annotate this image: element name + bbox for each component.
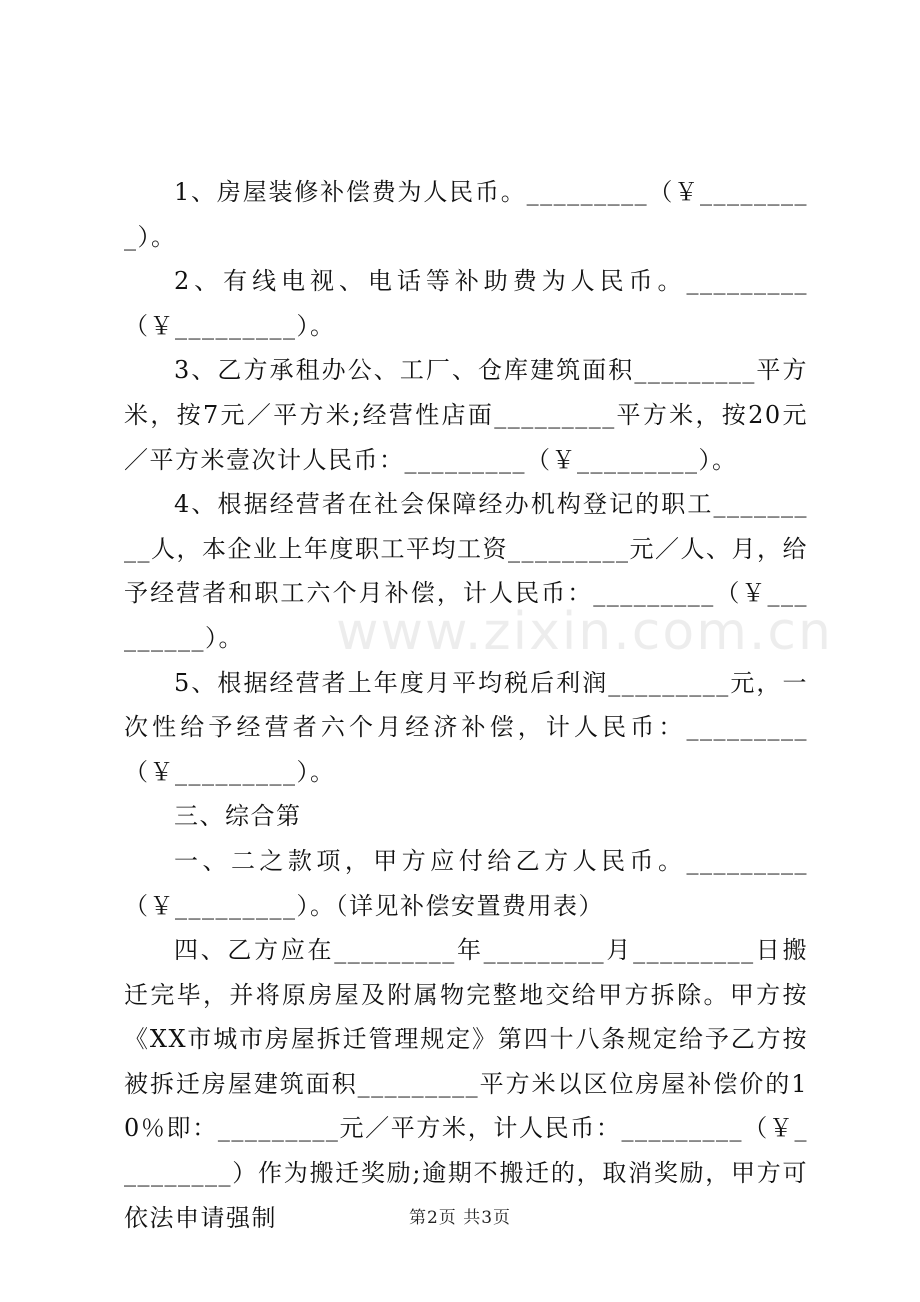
paragraph-total-payment: 一、二之款项，甲方应付给乙方人民币。_________（￥_________）。（详见补偿安置费用表） (124, 846, 808, 920)
watermark-text: www.zixin.com.cn (336, 602, 833, 662)
document-body (124, 170, 808, 1240)
paragraph-cable-phone-subsidy: 2、有线电视、电话等补助费为人民币。_________（￥_________）。 (124, 267, 808, 340)
paragraph-office-factory-area: 3、乙方承租办公、工厂、仓库建筑面积_________平方米，按7元／平方米;经营性店面_________平方米，按20元／平方米壹次计人民币：_________（￥_________）。 (124, 356, 808, 474)
page-number-footer: 第2页 共3页 (408, 1208, 512, 1228)
paragraph-decoration-compensation: 1、房屋装修补偿费为人民币。_________（￥_________）。 (124, 178, 808, 251)
section-heading-comprehensive: 三、综合第 (174, 802, 302, 831)
paragraph-operator-compensation: 5、根据经营者上年度月平均税后利润_________元，一次性给予经营者六个月经济补偿，计人民币：_________（￥_________）。 (124, 668, 808, 786)
paragraph-employee-compensation: 4、根据经营者在社会保障经办机构登记的职工_________人，本企业上年度职工平均工资_________元／人、月，给予经营者和职工六个月补偿，计人民币：_________（￥_________）。 (124, 490, 808, 652)
paragraph-relocation-deadline: 四、乙方应在_________年_________月_________日搬迁完毕，并将原房屋及附属物完整地交给甲方拆除。甲方按《XX市城市房屋拆迁管理规定》第四十八条规定给予乙方按被拆迁房屋建筑面积_________平方米以区位房屋补偿价的10％即：_________元／平方米，计人民币：_________（￥_________）作为搬迁奖励;逾期不搬迁的，取消奖励，甲方可依法申请强制 (124, 936, 808, 1232)
